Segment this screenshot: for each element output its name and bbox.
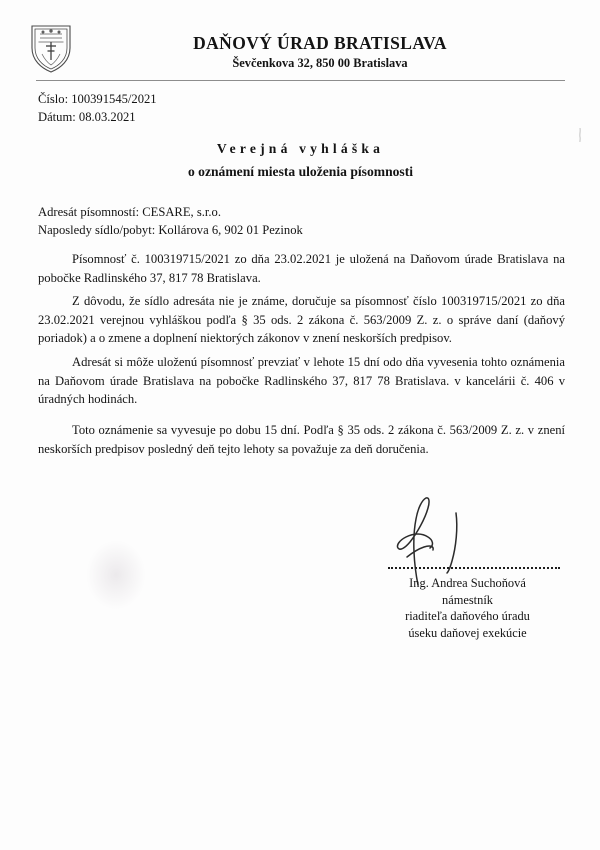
organization-heading (150, 33, 490, 71)
scan-artifact-smudge (86, 540, 146, 610)
organization-name: DAŇOVÝ ÚRAD BRATISLAVA (193, 33, 447, 53)
body-paragraph-4: Toto oznámenie sa vyvesuje po dobu 15 dní. Podľa § 35 ods. 2 zákona č. 563/2009 Z. z. v znení neskorších predpisov posledný deň tejto lehoty sa považuje za deň doručenia. (38, 423, 565, 456)
body-paragraph-4-wrap (38, 421, 565, 458)
slovak-coat-of-arms-shield-icon (28, 22, 74, 74)
letterhead (0, 0, 600, 84)
body-paragraph-1-wrap (38, 250, 565, 287)
signature-line (388, 567, 560, 569)
signatory-role-line-2: riaditeľa daňového úradu (405, 609, 530, 623)
document-title-block (36, 140, 565, 180)
page-subtitle: o oznámení miesta uloženia písomnosti (187, 163, 414, 179)
reference-block (38, 91, 157, 127)
body-paragraph-2: Z dôvodu, že sídlo adresáta nie je známe, doručuje sa písomnosť číslo 100319715/2021 zo dňa 23.02.2021 verejnou vyhláškou podľa § 35 ods. 2 zákona č. 563/2009 Z. z. o správe daní (daňový poriadok) a o zmene a doplnení niektorých zákonov v znení neskorších predpisov. (38, 294, 565, 345)
addressee-recipient: Adresát písomností: CESARE, s.r.o. (38, 205, 221, 219)
body-paragraph-3-wrap (38, 353, 565, 409)
addressee-block (38, 203, 303, 240)
document-date: Dátum: 08.03.2021 (38, 109, 136, 124)
signatory-details (360, 575, 575, 641)
signature-block (360, 495, 575, 660)
header-divider (36, 80, 565, 81)
addressee-address: Naposledy sídlo/pobyt: Kollárova 6, 902 01 Pezinok (38, 223, 303, 238)
body-paragraph-3: Adresát si môže uloženú písomnosť prevziať v lehote 15 dní odo dňa vyvesenia tohto oznámenia na Daňovom úrade Bratislava na pobočke Radlinského 37, 817 78 Bratislava. v kancelárii č. 406 v úradných hodinách. (38, 355, 565, 406)
signatory-role-line-3: úseku daňovej exekúcie (408, 625, 527, 640)
body-paragraph-2-wrap (38, 292, 565, 348)
signatory-role-line-1: námestník (442, 592, 493, 607)
margin-artifact-mark (578, 128, 582, 142)
signatory-name: Ing. Andrea Suchoňová (409, 576, 526, 590)
body-paragraph-1: Písomnosť č. 100319715/2021 zo dňa 23.02.2021 je uložená na Daňovom úrade Bratislava na pobočke Radlinského 37, 817 78 Bratislava. (38, 252, 565, 285)
organization-address: Ševčenkova 32, 850 00 Bratislava (232, 56, 408, 71)
document-number: Číslo: 100391545/2021 (38, 92, 157, 106)
page-title: Verejná vyhláška (216, 141, 385, 156)
